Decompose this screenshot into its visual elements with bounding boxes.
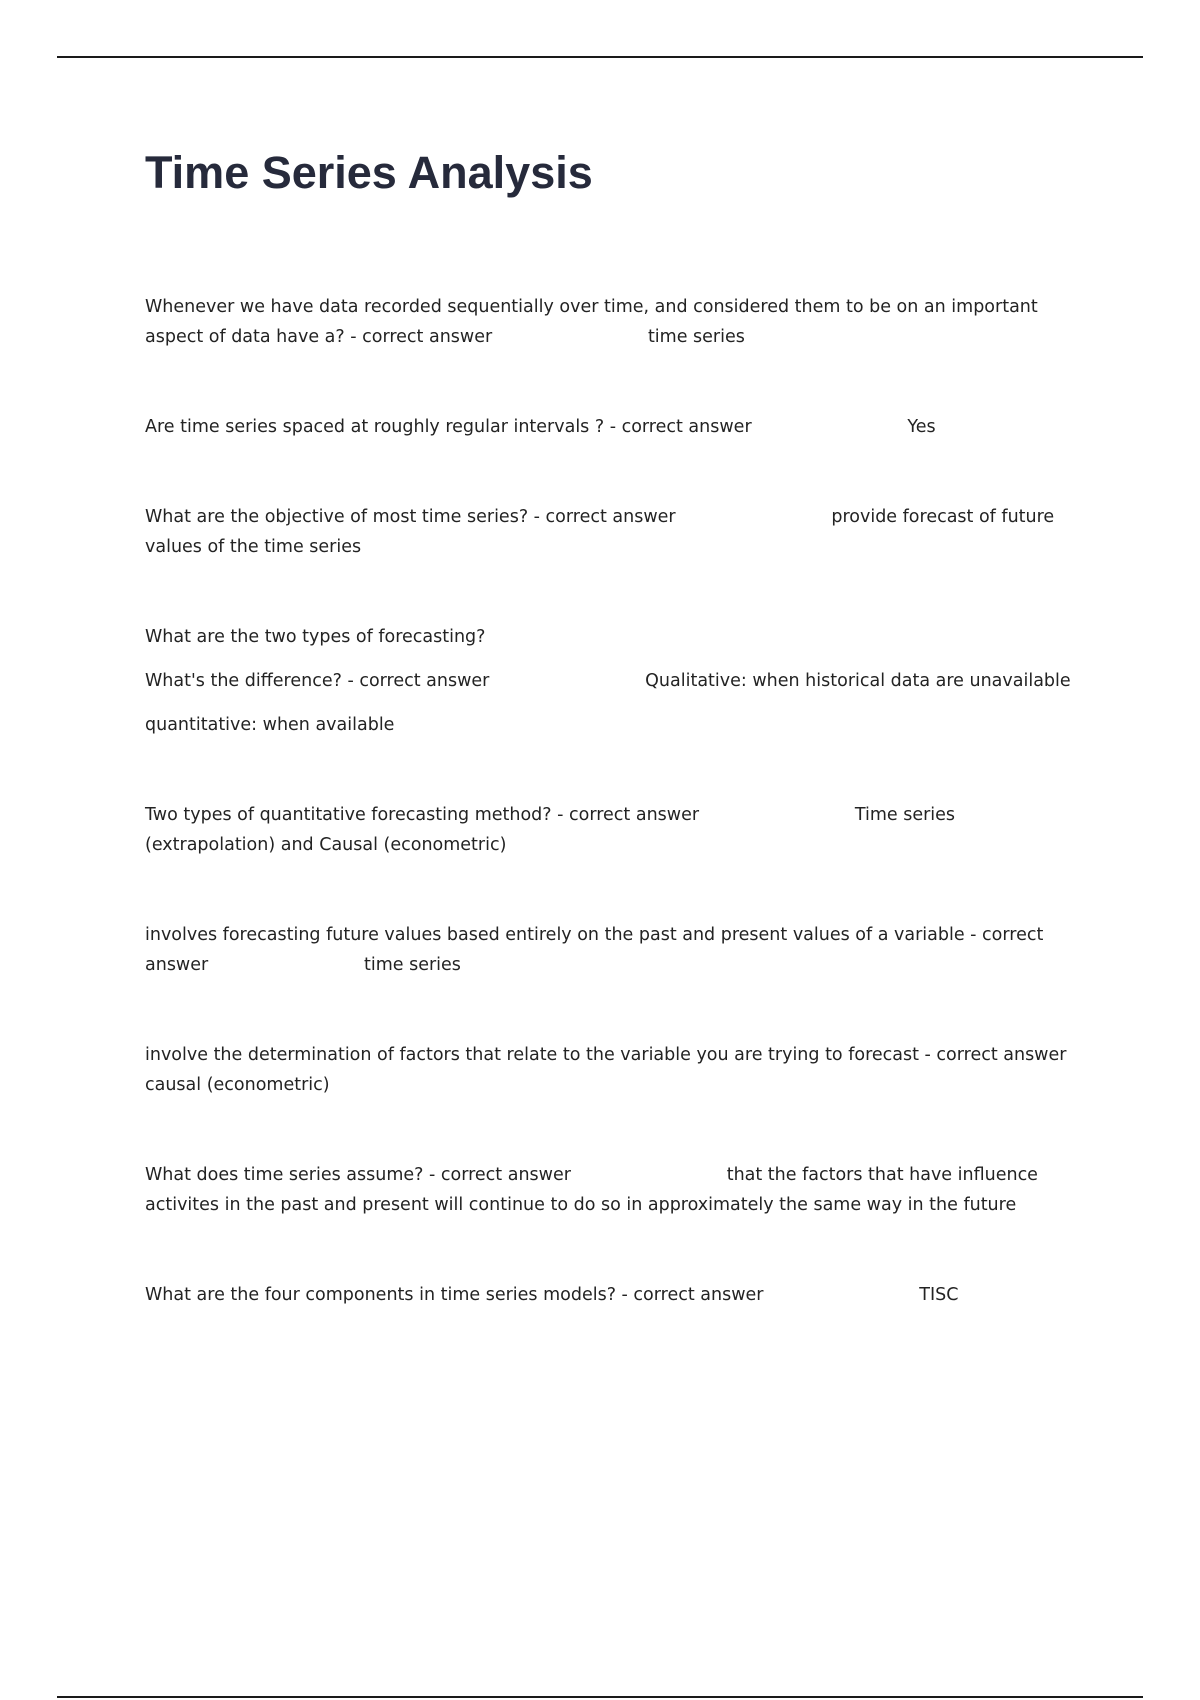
question-text: Are time series spaced at roughly regular intervals ? - correct answer [145,417,752,437]
qa-item [145,800,1085,860]
qa-item [145,1040,1085,1100]
answer-text: provide forecast of future values of the time series [145,507,1055,557]
qa-item [145,622,1085,740]
question-text: Two types of quantitative forecasting method? - correct answer [145,805,700,825]
question-text: involves forecasting future values based entirely on the past and present values of a variable - correct answer [145,925,1044,975]
answer-text: causal (econometric) [145,1075,330,1095]
question-text: What are the objective of most time series? - correct answer [145,507,676,527]
answer-text: that the factors that have influence activites in the past and present will continue to do so in approximately the same way in the future [145,1165,1038,1215]
question-text: What's the difference? - correct answer [145,671,490,691]
answer-text: quantitative: when available [145,715,395,735]
qa-item [145,1280,1085,1310]
qa-item [145,502,1085,562]
page-title: Time Series Analysis [145,147,593,198]
qa-item [145,292,1085,352]
qa-item [145,920,1085,980]
answer-text: Yes [907,417,936,437]
question-text: involve the determination of factors that relate to the variable you are trying to forecast - correct answer [145,1045,1067,1065]
question-text: What does time series assume? - correct answer [145,1165,571,1185]
answer-text: time series [363,955,461,975]
question-text: What are the four components in time series models? - correct answer [145,1285,764,1305]
answer-text: TISC [919,1285,959,1305]
question-text: Whenever we have data recorded sequentially over time, and considered them to be on an important aspect of data have a? - correct answer [145,297,1038,347]
qa-item [145,1160,1085,1220]
answer-text: Time series (extrapolation) and Causal (econometric) [145,805,956,855]
answer-text: time series [647,327,745,347]
qa-item [145,412,1085,442]
qa-list [145,292,1085,1310]
bottom-divider [57,1696,1143,1698]
question-text: What are the two types of forecasting? [145,627,486,647]
answer-text: Qualitative: when historical data are unavailable [645,671,1071,691]
top-divider [57,56,1143,58]
question-answer-line [145,666,1085,696]
